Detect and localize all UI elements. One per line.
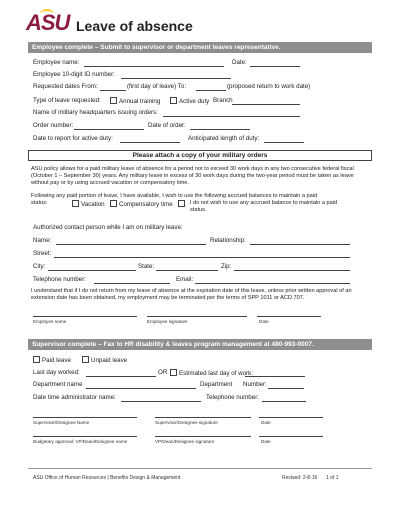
- date-label: Date:: [232, 59, 247, 66]
- understand-text: I understand that if I do not return from my leave of absence at the expiration date of this leave, unless prior written approval of an extension date has been obtained, my employment may be terminated per the terms of SPP 1011 or ACD 707.: [31, 288, 352, 301]
- contact-telephone-field[interactable]: [94, 283, 170, 284]
- state-label: State:: [138, 263, 155, 270]
- unpaid-leave-option[interactable]: Unpaid leave: [82, 356, 127, 365]
- hq-name-field[interactable]: [163, 116, 300, 117]
- contact-telephone-label: Telephone number:: [33, 276, 86, 283]
- estimated-last-checkbox[interactable]: [170, 369, 177, 376]
- sun-icon: [40, 9, 54, 19]
- vp-date-caption: Date: [261, 439, 271, 444]
- estimated-last-option[interactable]: Estimated last day of work:: [170, 369, 253, 378]
- contact-name-label: Name:: [33, 237, 52, 244]
- employee-name-sign-line[interactable]: [33, 316, 137, 317]
- employee-section-bar: Employee complete – Submit to supervisor or department leaves representative.: [28, 42, 372, 53]
- date-of-order-field[interactable]: [190, 129, 250, 130]
- balances-intro: Following any paid portion of leave, I have available, I wish to use the following accrued balances to maintain a paid status:: [31, 193, 318, 206]
- first-day-label: (first day of leave) To:: [127, 83, 187, 90]
- email-field[interactable]: [195, 283, 350, 284]
- supervisor-section-bar: Supervisor complete – Fax to HR disability & leaves program management at 480-993-0007.: [28, 339, 372, 350]
- admin-telephone-field[interactable]: [262, 401, 306, 402]
- supervisor-date-caption: Date: [261, 420, 271, 425]
- footer-page: 1 of 1: [326, 475, 339, 481]
- comp-time-checkbox[interactable]: [110, 200, 117, 207]
- contact-heading: Authorized contact person while I am on military leave:: [33, 224, 183, 231]
- relationship-label: Relationship:: [210, 237, 246, 244]
- anticipated-length-field[interactable]: [264, 142, 304, 143]
- last-day-label: Last day worked:: [33, 369, 80, 376]
- paid-leave-option[interactable]: Paid leave: [33, 356, 71, 365]
- employee-name-field[interactable]: [84, 66, 224, 67]
- orders-notice: Please attach a copy of your military orders: [28, 150, 372, 161]
- vp-signature-line[interactable]: [155, 436, 251, 437]
- supervisor-date-line[interactable]: [259, 417, 323, 418]
- footer-office: ASU Office of Human Resources | Benefits Design & Management: [33, 475, 181, 481]
- date-field[interactable]: [250, 66, 300, 67]
- contact-name-field[interactable]: [56, 244, 206, 245]
- employee-date-line[interactable]: [257, 316, 321, 317]
- report-date-label: Date to report for active duty:: [33, 135, 113, 142]
- employee-name-caption: Employee name: [33, 319, 67, 324]
- logo-text: ASU: [26, 10, 70, 35]
- report-date-field[interactable]: [120, 142, 180, 143]
- state-field[interactable]: [156, 270, 218, 271]
- supervisor-name-line[interactable]: [33, 417, 137, 418]
- city-label: City:: [33, 263, 46, 270]
- active-duty-checkbox[interactable]: [170, 97, 177, 104]
- employee-id-field[interactable]: [121, 78, 231, 79]
- dept-name-field[interactable]: [86, 388, 196, 389]
- from-date-field[interactable]: [100, 90, 126, 91]
- branch-label: Branch: [213, 97, 233, 104]
- employee-signature-line[interactable]: [147, 316, 247, 317]
- annual-training-checkbox[interactable]: [110, 97, 117, 104]
- date-time-admin-field[interactable]: [121, 401, 201, 402]
- supervisor-signature-caption: Supervisor/Designee signature: [155, 420, 218, 425]
- comp-time-option[interactable]: Compensatory time: [110, 200, 173, 209]
- zip-label: Zip:: [221, 263, 232, 270]
- city-field[interactable]: [48, 270, 136, 271]
- order-number-label: Order number:: [33, 122, 74, 129]
- employee-name-label: Employee name:: [33, 59, 80, 66]
- anticipated-length-label: Anticipated length of duty:: [188, 135, 260, 142]
- dept-name-label: Department name: [33, 381, 83, 388]
- vp-date-line[interactable]: [259, 436, 323, 437]
- order-number-field[interactable]: [74, 129, 144, 130]
- vp-name-line[interactable]: [33, 436, 137, 437]
- budget-approval-caption: Budgetary approval: VP/Dean/Designee name: [33, 439, 128, 444]
- paid-leave-checkbox[interactable]: [33, 356, 40, 363]
- none-checkbox[interactable]: [178, 200, 185, 207]
- employee-date-caption: Date: [259, 319, 269, 324]
- none-option[interactable]: [178, 200, 187, 209]
- department-label: Department: [200, 381, 233, 388]
- to-date-field[interactable]: [196, 90, 226, 91]
- policy-text: ASU policy allows for a paid military leave of absence for a period not to exceed 30 work days in any two consecutive federal fiscal (October 1 – September 30) years. Any military leave in excess of 30 work days during the two-year period must be taken as leave without pay or by using accrued vacation or compensatory time.: [31, 166, 354, 186]
- estimated-last-field[interactable]: [245, 376, 305, 377]
- supervisor-name-caption: Supervisor/Designee Name: [33, 420, 90, 425]
- admin-telephone-label: Telephone number:: [206, 394, 259, 401]
- asu-logo: [26, 10, 70, 35]
- date-of-order-label: Date of order:: [148, 122, 186, 129]
- relationship-field[interactable]: [250, 244, 350, 245]
- number-field[interactable]: [268, 388, 304, 389]
- vacation-option[interactable]: Vacation: [72, 200, 105, 209]
- hq-name-label: Name of military headquarters issuing orders:: [33, 109, 158, 116]
- unpaid-leave-checkbox[interactable]: [82, 356, 89, 363]
- email-label: Email:: [176, 276, 194, 283]
- supervisor-signature-line[interactable]: [155, 417, 251, 418]
- none-option-text: I do not wish to use any accrued balance to maintain a paid status.: [190, 200, 338, 213]
- footer-revised: Revised: 2-8-16: [282, 475, 318, 481]
- date-time-admin-label: Date time administrator name:: [33, 394, 116, 401]
- zip-field[interactable]: [234, 270, 350, 271]
- branch-field[interactable]: [232, 104, 300, 105]
- return-day-label: (proposed return to work date): [227, 83, 311, 90]
- type-requested-label: Type of leave requested:: [33, 97, 101, 104]
- active-duty-option[interactable]: Active duty: [170, 97, 209, 106]
- page-title: Leave of absence: [76, 18, 193, 34]
- last-day-field[interactable]: [86, 376, 156, 377]
- footer-divider: [28, 468, 372, 469]
- annual-training-option[interactable]: Annual training: [110, 97, 160, 106]
- employee-signature-caption: Employee signature: [147, 319, 188, 324]
- employee-id-label: Employee 10-digit ID number:: [33, 71, 115, 78]
- or-label: OR: [158, 369, 168, 376]
- requested-from-label: Requested dates From:: [33, 83, 98, 90]
- vacation-checkbox[interactable]: [72, 200, 79, 207]
- street-field[interactable]: [54, 257, 350, 258]
- vp-signature-caption: VP/Dean/Designee signature: [155, 439, 215, 444]
- number-label: Number:: [243, 381, 267, 388]
- street-label: Street:: [33, 250, 52, 257]
